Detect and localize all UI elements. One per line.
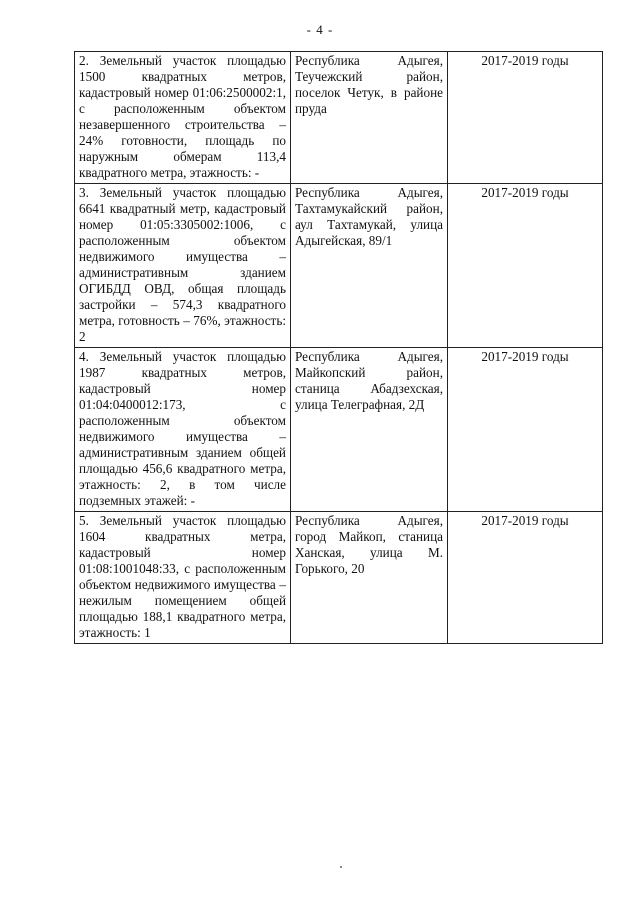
property-description: 3. Земельный участок площадью 6641 квадратный метр, кадастровый номер 01:05:3305002:1006, с расположенным объектом недвижимого имущества – административным зданием ОГИБДД ОВД, общая площадь застройки – 574,3 квадратного метра, готовность – 76%, этажность: 2 xyxy=(75,184,291,348)
property-address: Республика Адыгея, Майкопский район, станица Абадзехская, улица Телеграфная, 2Д xyxy=(291,348,448,512)
property-description: 4. Земельный участок площадью 1987 квадратных метров, кадастровый номер 01:04:0400012:173, с расположенным объектом недвижимого имущества – административным зданием общей площадью 456,6 квадратного метра, этажность: 2, в том числе подземных этажей: - xyxy=(75,348,291,512)
table-row xyxy=(75,52,603,184)
page-number: - 4 - xyxy=(306,22,334,37)
property-address: Республика Адыгея, Теучежский район, поселок Четук, в районе пруда xyxy=(291,52,448,184)
table-row xyxy=(75,512,603,644)
property-address: Республика Адыгея, Тахтамукайский район, аул Тахтамукай, улица Адыгейская, 89/1 xyxy=(291,184,448,348)
scan-speck xyxy=(340,866,342,868)
sale-period: 2017-2019 годы xyxy=(448,52,603,184)
sale-period: 2017-2019 годы xyxy=(448,184,603,348)
table-row xyxy=(75,184,603,348)
sale-period: 2017-2019 годы xyxy=(448,512,603,644)
property-address: Республика Адыгея, город Майкоп, станица Ханская, улица М. Горького, 20 xyxy=(291,512,448,644)
table-row xyxy=(75,348,603,512)
sale-period: 2017-2019 годы xyxy=(448,348,603,512)
property-description: 5. Земельный участок площадью 1604 квадратных метра, кадастровый номер 01:08:1001048:33, с расположенным объектом недвижимого имущества – нежилым помещением общей площадью 188,1 квадратного метра, этажность: 1 xyxy=(75,512,291,644)
property-description: 2. Земельный участок площадью 1500 квадратных метров, кадастровый номер 01:06:2500002:1, с расположенным объектом незавершенного строительства – 24% готовности, площадь по наружным обмерам 113,4 квадратного метра, этажность: - xyxy=(75,52,291,184)
property-table xyxy=(74,51,603,644)
